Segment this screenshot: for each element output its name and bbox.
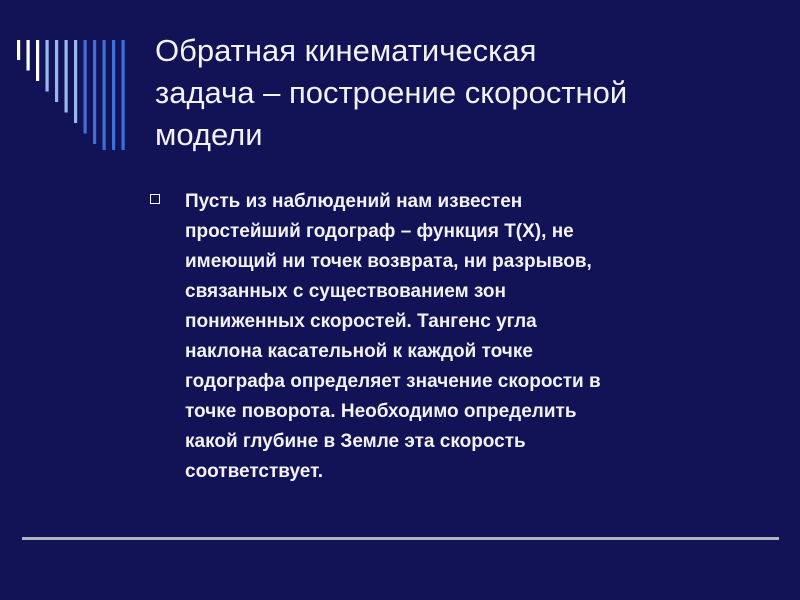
stripe-bar [93, 40, 96, 144]
decorative-stripes [0, 0, 140, 150]
stripe-bar [112, 40, 115, 150]
bullet-text: Пусть из наблюдений нам известен простейший годограф – функция T(X), не имеющий ни точек возврата, ни разрывов, связанных с существованием зон пониженных скоростей. Тангенс угла наклона касательной к каждой точке годографа определяет значение скорости в точке поворота. Необходимо определить какой глубине в Земле эта скорость соответствует. [185, 191, 601, 482]
stripe-bar [84, 40, 87, 134]
footer-divider [22, 537, 779, 540]
slide-title: Обратная кинематическая задача – построение скоростной модели [155, 33, 628, 152]
stripe-bar [122, 40, 125, 150]
stripe-bar [74, 40, 77, 123]
stripe-bar [55, 40, 58, 102]
stripe-bar [46, 40, 49, 92]
stripe-bar [65, 40, 68, 113]
stripe-bar [36, 40, 39, 81]
square-bullet-icon [150, 194, 160, 204]
stripe-bar [27, 40, 30, 71]
stripe-bar [17, 40, 20, 60]
stripe-bar [103, 40, 106, 150]
